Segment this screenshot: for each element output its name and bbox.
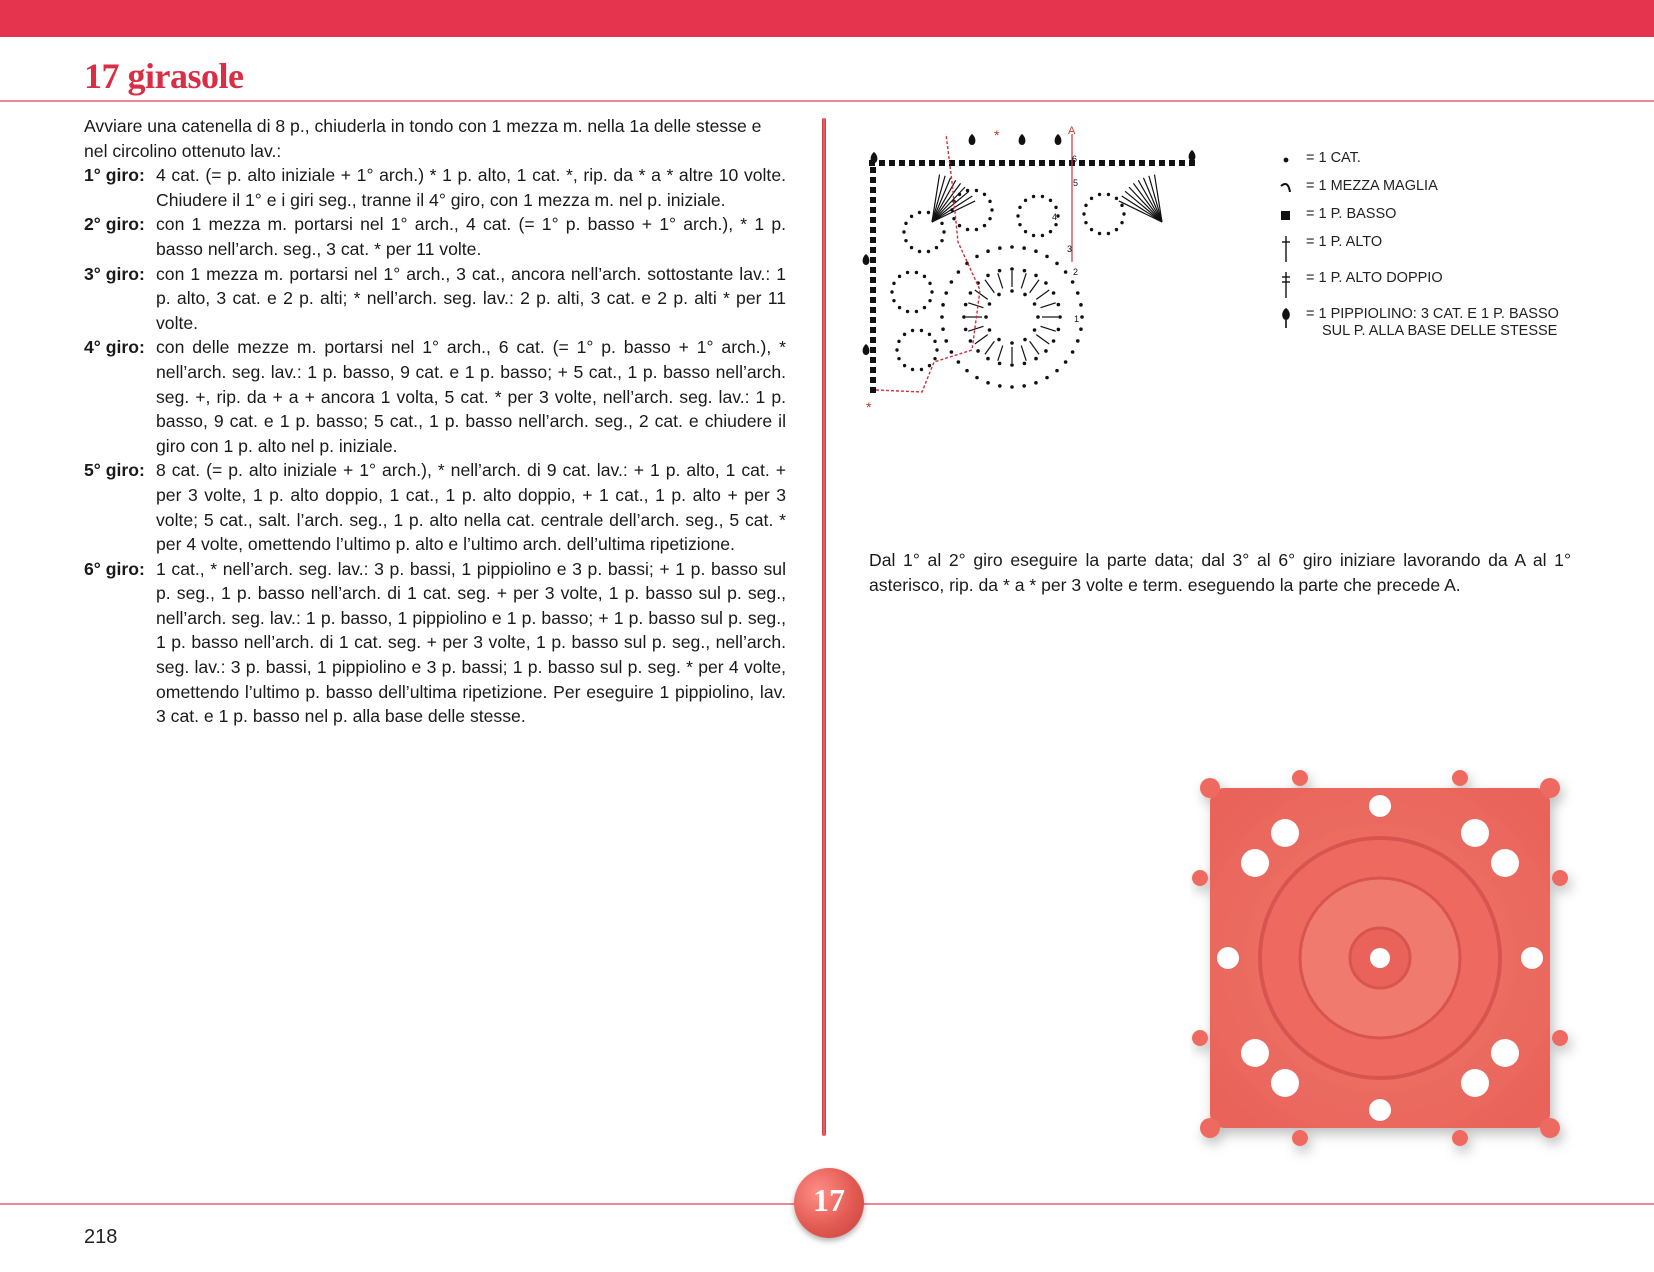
border-stitch [870,207,876,213]
chain-stitch [906,310,909,313]
chain-stitch [903,364,906,367]
chain-stitch [1120,221,1123,224]
treble-stitch [998,346,1003,361]
chain-stitch [1034,274,1038,278]
border-stitch [959,160,965,166]
border-stitch [870,377,876,383]
border-stitch [989,160,995,166]
chain-stitch [975,228,978,231]
double-cross-icon [1278,270,1304,300]
chain-stitch [1079,303,1083,307]
chain-stitch [986,381,990,385]
arc-icon [1278,178,1304,198]
chain-stitch [1052,339,1056,343]
chain-stitch [1107,232,1110,235]
border-stitch [1149,160,1155,166]
chain-stitch [975,376,979,380]
border-stitch [999,160,1005,166]
treble-stitch [975,290,988,299]
chain-stitch [930,290,933,293]
treble-stitch [968,326,983,331]
chain-stitch [1010,363,1014,367]
chain-stitch [940,315,944,319]
chain-stitch [1090,197,1093,200]
chain-stitch [1022,384,1026,388]
chain-stitch [910,246,913,249]
start-label: A [1068,125,1076,137]
round-text: 4 cat. (= p. alto iniziale + 1° arch.) * 1 p. alto, 1 cat. *, rip. da * a * altre 10 volte. Chiudere il 1° e i giri seg., tranne il 4° giro, con 1 mezza m. nel p. iniziale. [156,165,786,210]
chain-stitch [911,329,914,332]
instructions-block [84,114,786,729]
chain-stitch [1033,328,1037,332]
round-label: 3° giro: [84,263,145,284]
legend-line: SUL P. ALLA BASE DELLE STESSE [1322,323,1558,339]
title-divider [0,100,1654,102]
chain-stitch [903,333,906,336]
square-icon [1278,206,1304,226]
round-3 [84,262,786,336]
round-text: con 1 mezza m. portarsi nel 1° arch., 3 cat., ancora nell’arch. sottostante lav.: 1 p. alto, 3 cat. e 2 p. alti; * nell’arch. seg. lav.: 2 p. alti, 3 cat. e 2 p. alti * per 11 volte. [156,263,786,333]
border-stitch [919,160,925,166]
chain-stitch [910,215,913,218]
chain-stitch [1041,195,1044,198]
chain-stitch [911,368,914,371]
picot-mark [863,254,870,265]
chain-stitch [923,306,926,309]
round-2 [84,212,786,261]
border-stitch [1009,160,1015,166]
chain-stitch [997,338,1001,342]
round-text: con 1 mezza m. portarsi nel 1° arch., 4 cat. (= 1° p. basso + 1° arch.), * 1 p. basso nell’arch. seg., 3 cat. * per 11 volte. [156,214,786,259]
chain-stitch [944,339,948,343]
border-stitch [879,160,885,166]
working-path [876,134,980,392]
chain-stitch [1049,199,1052,202]
legend-text: = 1 MEZZA MAGLIA [1306,178,1438,194]
chain-stitch [933,340,936,343]
chain-stitch [1076,339,1080,343]
round-label: 6° giro: [84,558,145,579]
treble-stitch [1030,280,1039,293]
chain-stitch [997,293,1001,297]
border-stitch [870,247,876,253]
legend-item [1278,206,1559,234]
legend-item [1278,178,1559,206]
chain-stitch [920,368,923,371]
border-stitch [1099,160,1105,166]
diagram-note: Dal 1° al 2° giro eseguire la parte data; dal 3° al 6° giro iniziare lavorando da A al 1° asterisco, rip. da * a * per 3 volte e term. eseguendo la parte che precede A. [869,550,1571,595]
yarn-divider [822,118,826,1136]
chain-stitch [1115,197,1118,200]
chain-stitch [928,364,931,367]
chain-stitch [975,189,978,192]
chain-stitch [1036,315,1040,319]
border-stitch [870,167,876,173]
chain-stitch [998,269,1002,273]
chain-stitch [1049,230,1052,233]
border-stitch [1089,160,1095,166]
treble-stitch [1036,290,1049,299]
chain-stitch [928,333,931,336]
picot-mark [871,152,878,163]
chain-stitch [915,310,918,313]
chain-stitch [984,315,988,319]
round-5 [84,458,786,556]
chain-stitch [1107,193,1110,196]
chain-stitch [928,282,931,285]
chain-stitch [988,302,992,306]
chain-stitch [918,211,921,214]
chain-stitch [998,384,1002,388]
badge-number: 17 [813,1182,845,1218]
round-1 [84,163,786,212]
treble-stitch [1041,303,1056,308]
chain-stitch [915,271,918,274]
chain-stitch [923,275,926,278]
chain-stitch [1084,204,1087,207]
chain-stitch [986,357,990,361]
border-stitch [939,160,945,166]
border-stitch [1129,160,1135,166]
chain-stitch [1055,262,1059,266]
round-number-5: 5 [1073,178,1079,188]
chain-stitch [1033,302,1037,306]
chain-stitch [988,200,991,203]
picot-mark [1019,134,1026,145]
chain-stitch [944,291,948,295]
round-number-6: 6 [1072,154,1078,164]
chain-stitch [941,327,945,331]
chain-stitch [988,217,991,220]
chain-stitch [1055,369,1059,373]
round-label: 2° giro: [84,214,145,235]
border-stitch [870,367,876,373]
chain-stitch [1045,255,1049,259]
chain-stitch [895,348,898,351]
border-stitch [870,387,876,393]
chain-stitch [969,339,973,343]
legend-item [1278,150,1559,178]
chain-stitch [927,211,930,214]
treble-stitch [985,280,994,293]
chain-stitch [957,360,961,364]
chain-stitch [957,270,961,274]
picot-mark [1189,150,1196,161]
border-stitch [870,177,876,183]
border-stitch [870,327,876,333]
chain-stitch [966,228,969,231]
chain-stitch [1052,291,1056,295]
chain-stitch [1098,193,1101,196]
border-stitch [870,307,876,313]
chain-stitch [1016,214,1019,217]
chain-stitch [940,222,943,225]
chain-stitch [964,303,968,307]
chain-stitch [920,329,923,332]
border-stitch [870,337,876,343]
legend-text: = 1 P. BASSO [1306,206,1397,222]
chain-stitch [1024,199,1027,202]
chain-stitch [1041,234,1044,237]
chain-stitch [935,348,938,351]
round-label: 5° giro: [84,460,145,481]
chain-stitch [986,249,990,253]
border-stitch [979,160,985,166]
border-stitch [870,257,876,263]
border-stitch [889,160,895,166]
round-label: 1° giro: [84,165,145,186]
border-stitch [1039,160,1045,166]
chain-stitch [897,340,900,343]
chain-stitch [942,230,945,233]
chain-stitch [958,224,961,227]
treble-stitch [1041,326,1056,331]
chain-stitch [1090,228,1093,231]
chain-stitch [1076,291,1080,295]
page-title: 17 girasole [84,56,244,96]
chain-stitch [1098,232,1101,235]
chain-stitch [1079,327,1083,331]
asterisk-top: * [994,127,1000,143]
chain-stitch [927,250,930,253]
chain-stitch [1084,221,1087,224]
chain-stitch [1032,195,1035,198]
border-stitch [1139,160,1145,166]
chain-stitch [1010,267,1014,271]
legend-item [1278,306,1559,346]
chain-stitch [1034,381,1038,385]
chain-stitch [1115,228,1118,231]
chain-stitch [1044,281,1048,285]
chain-stitch [1044,349,1048,353]
chain-stitch [892,299,895,302]
chain-stitch [941,303,945,307]
round-text: 1 cat., * nell’arch. seg. lav.: 3 p. bassi, 1 pippiolino e 3 p. bassi; + 1 p. basso sul p. seg., 1 p. basso nell’arch. di 1 cat. seg. + per 3 volte, 1 p. basso sul p. seg., nell’arch. seg. lav.: 1 p. basso, 1 pippiolino e 1 p. basso; + 1 p. basso sul p. seg., 1 p. basso nell’arch. di 1 cat. seg. + per 3 volte, 1 p. basso sul p. seg., nell’arch. seg. lav.: 3 p. bassi, 1 pippiolino e 3 p. bassi; 1 p. basso sul p. seg. * per 4 volte, omettendo l’ultimo p. basso dell’ultima ripetizione. Per eseguire 1 pippiolino, lav. 3 cat. e 1 p. basso nel p. alla base delle stesse. [156,558,786,727]
border-stitch [1169,160,1175,166]
round-4 [84,335,786,458]
dot-icon [1278,150,1304,170]
chain-stitch [1023,362,1027,366]
chain-stitch [1071,350,1075,354]
page-number: 218 [84,1226,118,1248]
border-stitch [870,287,876,293]
round-label: 4° giro: [84,337,145,358]
chain-stitch [892,282,895,285]
chain-stitch [962,315,966,319]
round-text: 8 cat. (= p. alto iniziale + 1° arch.), * nell’arch. di 9 cat. lav.: + 1 p. alto, 1 cat. + per 3 volte, 1 p. alto doppio, 1 cat., 1 p. alto doppio, + 1 cat., 1 p. alto + per 3 volte; 5 cat., salt. l’arch. seg., 1 p. alto nella cat. centrale dell’arch. seg., 5 cat. * per 4 volte, omettendo l’ultimo p. alto e l’ultimo arch. dell’ultima ripetizione. [156,460,786,555]
border-stitch [1109,160,1115,166]
chain-stitch [983,224,986,227]
chain-stitch [1120,204,1123,207]
intro-text: Avviare una catenella di 8 p., chiuderla in tondo con 1 mezza m. nella 1a delle stesse e nel circolino ottenuto lav.: [84,116,762,161]
chain-stitch [1122,212,1125,215]
legend-text: = 1 CAT. [1306,150,1361,166]
legend-item [1278,234,1559,270]
border-stitch [870,217,876,223]
chain-stitch [902,230,905,233]
chain-stitch [964,328,968,332]
pattern-number-badge [794,1168,864,1238]
chain-stitch [940,239,943,242]
chain-stitch [965,369,969,373]
chain-stitch [1064,270,1068,274]
treble-stitch [1021,346,1026,361]
border-stitch [909,160,915,166]
chain-stitch [935,246,938,249]
cross-icon [1278,234,1304,264]
chain-stitch [950,280,954,284]
chain-stitch [906,271,909,274]
chain-stitch [904,239,907,242]
chain-stitch [983,193,986,196]
border-stitch [870,227,876,233]
chain-stitch [1018,223,1021,226]
treble-stitch [968,303,983,308]
chart-stitches [863,134,1196,393]
chain-stitch [1010,245,1014,249]
round-text: con delle mezze m. portarsi nel 1° arch., 6 cat. (= 1° p. basso + 1° arch.), * nell’arch. seg. lav.: 1 p. basso, 9 cat. e 1 p. basso; + 5 cat., 1 p. basso nell’arch. seg. +, rip. da + a + ancora 1 volta, 5 cat. * per 3 volte, nell’arch. seg. lav.: 1 p. basso, 9 cat. e 1 p. basso; 5 cat., 1 p. basso nell’arch. seg., 2 cat. e chiudere il giro con 1 p. alto nel p. iniziale. [156,337,786,456]
border-stitch [929,160,935,166]
chain-stitch [1023,269,1027,273]
border-stitch [870,237,876,243]
drop-icon [1278,306,1304,332]
chain-stitch [1054,223,1057,226]
legend-line: = 1 PIPPIOLINO: 3 CAT. E 1 P. BASSO [1306,306,1559,322]
border-stitch [870,347,876,353]
border-stitch [1159,160,1165,166]
treble-stitch [1021,273,1026,288]
chain-stitch [988,328,992,332]
legend-text [1306,306,1559,340]
chain-stitch [1054,206,1057,209]
motif-photo [1190,768,1590,1168]
treble-stitch [1036,335,1049,344]
chain-stitch [1082,212,1085,215]
chain-stitch [969,291,973,295]
chain-stitch [1071,280,1075,284]
border-stitch [899,160,905,166]
picot-mark [1055,134,1062,145]
border-stitch [870,197,876,203]
chain-stitch [928,299,931,302]
chain-stitch [1010,341,1014,345]
chain-stitch [986,274,990,278]
border-stitch [870,277,876,283]
border-stitch [1059,160,1065,166]
chain-stitch [1024,230,1027,233]
border-stitch [1049,160,1055,166]
chain-stitch [933,357,936,360]
round-6 [84,557,786,729]
picot-mark [863,344,870,355]
chain-stitch [890,290,893,293]
chain-stitch [1023,338,1027,342]
legend-item [1278,270,1559,306]
chain-stitch [1080,315,1084,319]
border-stitch [870,317,876,323]
chain-stitch [897,357,900,360]
chain-stitch [1022,246,1026,250]
chain-stitch [1064,360,1068,364]
chain-stitch [998,362,1002,366]
asterisk-bottom: * [866,399,872,415]
border-stitch [1079,160,1085,166]
chain-stitch [998,246,1002,250]
legend-text: = 1 P. ALTO [1306,234,1383,250]
chain-stitch [1034,249,1038,253]
border-stitch [870,267,876,273]
chain-stitch [1032,234,1035,237]
border-stitch [1019,160,1025,166]
chain-stitch [898,275,901,278]
treble-stitch [985,341,994,354]
treble-stitch [975,335,988,344]
round-number-2: 2 [1073,267,1079,277]
border-stitch [1029,160,1035,166]
border-stitch [870,297,876,303]
chain-stitch [1057,328,1061,332]
chain-stitch [1034,357,1038,361]
chain-stitch [950,350,954,354]
chain-stitch [1057,303,1061,307]
round-number-4: 4 [1052,212,1058,222]
chain-stitch [898,306,901,309]
chain-stitch [1010,385,1014,389]
chain-stitch [976,349,980,353]
border-stitch [1179,160,1185,166]
chain-stitch [1010,289,1014,293]
chain-stitch [1045,376,1049,380]
chain-stitch [904,222,907,225]
top-color-bar [0,0,1654,37]
border-stitch [1119,160,1125,166]
border-stitch [870,357,876,363]
crochet-chart [862,122,1262,422]
treble-stitch [1030,341,1039,354]
chart-legend [1278,150,1559,346]
chain-stitch [1018,206,1021,209]
chain-stitch [1058,315,1062,319]
chain-stitch [1023,293,1027,297]
chain-stitch [918,250,921,253]
legend-text: = 1 P. ALTO DOPPIO [1306,270,1443,286]
chain-stitch [975,255,979,259]
round-number-3: 3 [1067,244,1073,254]
border-stitch [870,187,876,193]
picot-mark [969,134,976,145]
round-number-1: 1 [1074,314,1080,324]
treble-stitch [998,273,1003,288]
chain-stitch [990,208,993,211]
border-stitch [969,160,975,166]
